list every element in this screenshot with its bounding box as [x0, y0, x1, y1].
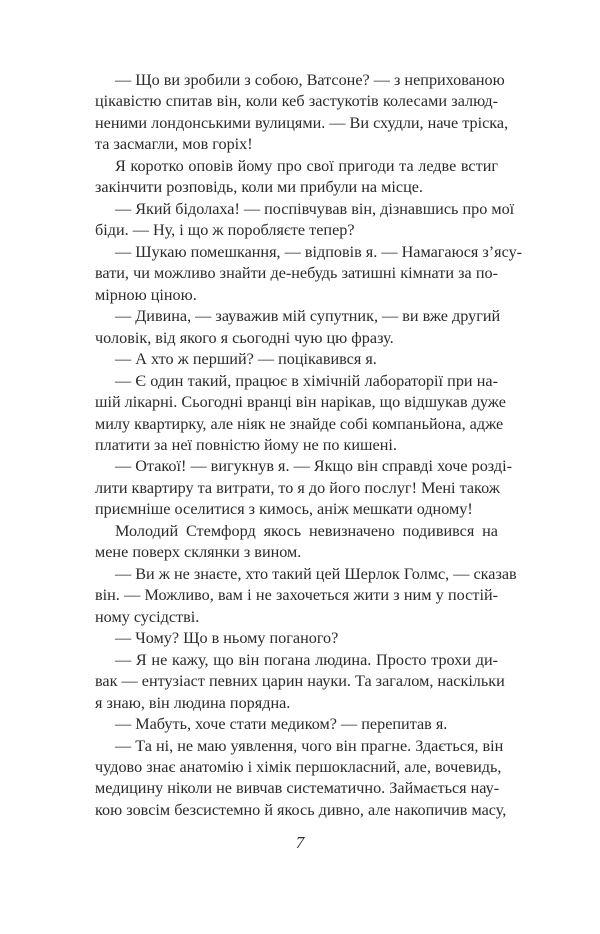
text-line: мірною ціною. — [95, 285, 197, 304]
text-line: ному сусідстві. — [95, 607, 200, 626]
text-line: медицину ніколи не вивчав систематично. Займається нау- — [95, 779, 500, 798]
text-line: та засмагли, мов горіх! — [95, 135, 253, 154]
page-text — [95, 70, 523, 821]
text-line: — Ви ж не знаєте, хто такий цей Шерлок Голмс, — сказав — [115, 564, 517, 583]
text-line: — Є один такий, працює в хімічній лабораторії при на- — [115, 371, 498, 390]
text-line: — Шукаю помешкання, — відповів я. — Намагаюся з’ясу- — [115, 242, 523, 261]
text-line: милу квартирку, але ніяк не знайде собі компаньйона, адже — [95, 414, 504, 433]
text-line: закінчити розповідь, коли ми прибули на місце. — [95, 178, 423, 197]
text-line: я знаю, він людина порядна. — [95, 693, 291, 712]
text-line: він. — Можливо, вам і не захочеться жити з ним у постій- — [95, 586, 498, 605]
text-line: чоловік, від якого я сьогодні чую цю фразу. — [95, 328, 394, 347]
text-line: — Я не кажу, що він погана людина. Просто трохи ди- — [115, 650, 498, 669]
text-line: — Та ні, не маю уявлення, чого він прагне. Здається, він — [115, 736, 504, 755]
text-line: цікавістю спитав він, коли кеб застукотів колесами залюд- — [95, 92, 498, 111]
text-line: Я коротко оповів йому про свої пригоди та ледве встиг — [115, 156, 498, 175]
text-line: мене поверх склянки з вином. — [95, 543, 302, 562]
text-line: вати, чи можливо знайти де-небудь затишні кімнати за по- — [95, 264, 498, 283]
page-number: 7 — [295, 833, 305, 852]
text-line: — Отакої! — вигукнув я. — Якщо він справді хоче розді- — [115, 457, 513, 476]
text-line: — Чому? Що в ньому поганого? — [115, 629, 339, 648]
text-line: кою зовсім безсистемно й якось дивно, але накопичив масу, — [95, 800, 507, 819]
text-line: неними лондонськими вулицями. — Ви схудли, наче тріска, — [95, 113, 509, 132]
text-line: вак — ентузіаст певних царин науки. Та загалом, наскільки — [95, 672, 505, 691]
text-line: — А хто ж перший? — поцікавився я. — [115, 350, 377, 369]
text-line: — Що ви зробили з собою, Ватсоне? — з неприхованою — [115, 71, 505, 89]
text-line: Молодий Стемфорд якось невизначено подивився на — [115, 521, 498, 540]
text-line: біди. — Ну, і що ж поробляєте тепер? — [95, 221, 355, 240]
text-line: приємніше оселитися з кимось, аніж мешкати одному! — [95, 500, 473, 519]
text-line: чудово знає анатомію і хімік першокласний, але, вочевидь, — [95, 758, 502, 776]
text-line: — Який бідолаха! — поспівчував він, дізнавшись про мої — [115, 199, 515, 218]
text-line: — Дивина, — зауважив мій супутник, — ви вже другий — [115, 307, 501, 326]
text-line: лити квартиру та витрати, то я до його послуг! Мені також — [95, 478, 500, 497]
text-line: шій лікарні. Сьогодні вранці він нарікав, що відшукав дуже — [95, 393, 506, 412]
text-line: платити за неї повністю йому не по кишені. — [95, 435, 397, 454]
text-line: — Мабуть, хоче стати медиком? — перепитав я. — [115, 715, 448, 734]
